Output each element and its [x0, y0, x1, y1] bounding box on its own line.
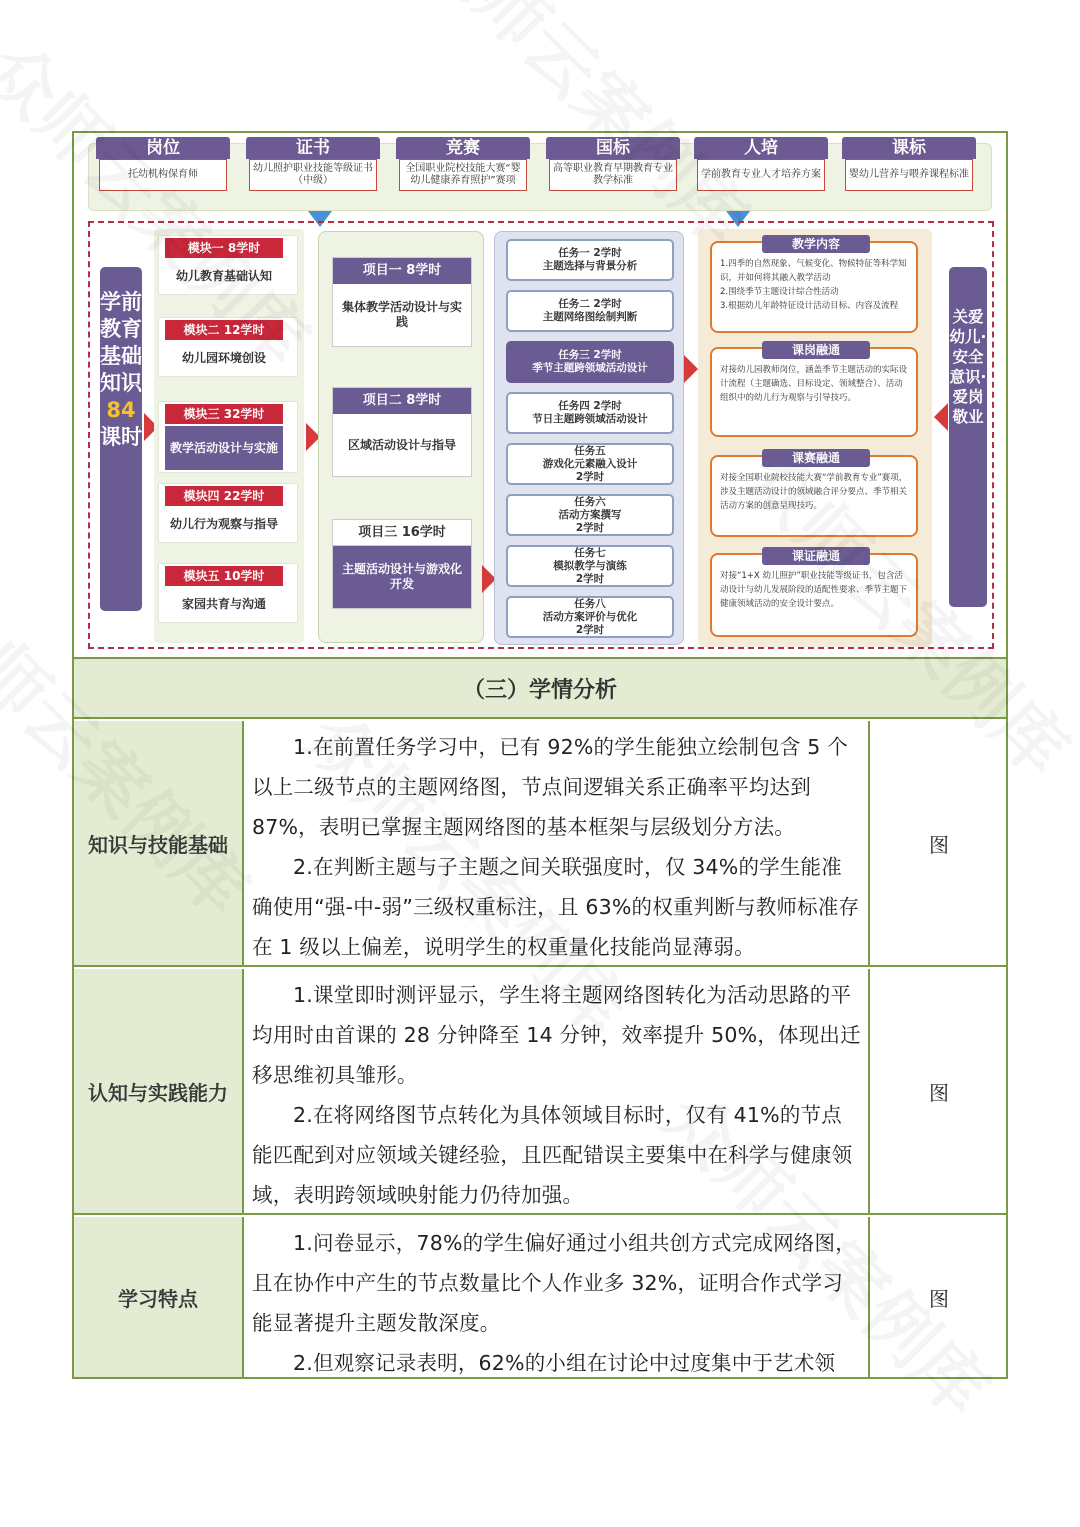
project-box: 项目一 8学时 集体教学活动设计与实践	[332, 257, 472, 347]
content-box: 课赛融通 对接全国职业院校技能大赛“学前教育专业”赛项，涉及主题活动设计的领域融合评分要点、季节相关活动方案的创意呈现技巧。	[710, 455, 918, 537]
table-row	[74, 969, 1006, 1215]
module-box: 模块五 10学时 家园共育与沟通	[158, 563, 298, 623]
task-box: 任务八 活动方案评价与优化 2学时	[506, 596, 674, 638]
table-row	[74, 721, 1006, 967]
course-structure-diagram	[74, 133, 1006, 659]
paragraph: 2.但观察记录表明，62%的小组在讨论中过度集中于艺术领	[293, 1351, 836, 1375]
task-box: 任务二 2学时 主题网络图绘制判断	[506, 290, 674, 332]
task-box: 任务七 模拟教学与演练 2学时	[506, 545, 674, 587]
task-box: 任务六 活动方案撰写 2学时	[506, 494, 674, 536]
project-box: 项目二 8学时 区域活动设计与指导	[332, 387, 472, 477]
values-bar: 关爱幼儿·安全意识·爱岗敬业	[949, 267, 987, 607]
standard-box: 竞赛 全国职业院校技能大赛“婴幼儿健康养育照护”赛项	[396, 137, 530, 195]
figure-placeholder: 图	[929, 1080, 949, 1105]
row-content	[246, 1217, 870, 1377]
content-box: 教学内容 1.四季的自然现象、气候变化、物候特征等科学知识，并如何将其融入教学活动 2.围绕季节主题设计综合性活动 3.根据幼儿年龄特征设计活动目标、内容及流程	[710, 241, 918, 333]
task-box: 任务三 2学时 季节主题跨领域活动设计	[506, 341, 674, 383]
arrow-left-icon	[934, 403, 948, 431]
content-box: 课岗融通 对接幼儿园教师岗位，涵盖季节主题活动的实际设计流程（主题确选、目标设定、领域整合）、活动组织中的幼儿行为观察与引导技巧。	[710, 347, 918, 437]
paragraph: 1.课堂即时测评显示，学生将主题网络图转化为活动思路的平均用时由首课的 28 分钟降至 14 分钟，效率提升 50%，体现出迁移思维初具雏形。	[252, 983, 861, 1087]
document-table	[72, 131, 1008, 1379]
paragraph: 1.问卷显示，78%的学生偏好通过小组共创方式完成网络图，且在协作中产生的节点数量比个人作业多 32%，证明合作式学习能显著提升主题发散深度。	[252, 1231, 856, 1335]
row-label: 学习特点	[74, 1217, 244, 1377]
task-box: 任务五 游戏化元素融入设计 2学时	[506, 443, 674, 485]
course-title-bar: 学前教育基础知识 84 课时	[100, 267, 142, 611]
arrow-right-icon	[684, 355, 698, 383]
figure-placeholder: 图	[929, 1286, 949, 1311]
paragraph: 1.在前置任务学习中，已有 92%的学生能独立绘制包含 5 个以上二级节点的主题网络图，节点间逻辑关系正确率平均达到 87%，表明已掌握主题网络图的基本框架与层级划分方法。	[252, 735, 848, 839]
paragraph: 2.在将网络图节点转化为具体领域目标时，仅有 41%的节点能匹配到对应领域关键经验，且匹配错误主要集中在科学与健康领域，表明跨领域映射能力仍待加强。	[252, 1103, 853, 1207]
module-box: 模块四 22学时 幼儿行为观察与指导	[158, 483, 298, 543]
module-box: 模块二 12学时 幼儿园环境创设	[158, 317, 298, 377]
project-box: 项目三 16学时 主题活动设计与游戏化开发	[332, 519, 472, 609]
module-box: 模块一 8学时 幼儿教育基础认知	[158, 235, 298, 295]
figure-placeholder: 图	[929, 832, 949, 857]
module-box: 模块三 32学时 教学活动设计与实施	[158, 401, 298, 473]
standard-box: 证书 幼儿照护职业技能等级证书（中级）	[246, 137, 380, 195]
task-box: 任务一 2学时 主题选择与背景分析	[506, 239, 674, 281]
row-label: 认知与实践能力	[74, 969, 244, 1213]
row-content	[246, 721, 870, 965]
row-label: 知识与技能基础	[74, 721, 244, 965]
standard-box: 国标 高等职业教育早期教育专业教学标准	[546, 137, 680, 195]
section-title: （三）学情分析	[74, 659, 1006, 719]
standard-box: 人培 学前教育专业人才培养方案	[694, 137, 828, 195]
table-row	[74, 1217, 1006, 1377]
paragraph: 2.在判断主题与子主题之间关联强度时，仅 34%的学生能准确使用“强-中-弱”三级权重标注，且 63%的权重判断与教师标准存在 1 级以上偏差，说明学生的权重量化技能尚显薄弱。	[252, 855, 860, 959]
content-box: 课证融通 对接“1+X 幼儿照护”职业技能等级证书，包含活动设计与幼儿发展阶段的适配性要求、季节主题下健康领域活动的安全设计要点。	[710, 553, 918, 637]
task-box: 任务四 2学时 节日主题跨领域活动设计	[506, 392, 674, 434]
standard-box: 岗位 托幼机构保育师	[96, 137, 230, 195]
standard-box: 课标 婴幼儿营养与喂养课程标准	[842, 137, 976, 195]
row-content	[246, 969, 870, 1213]
